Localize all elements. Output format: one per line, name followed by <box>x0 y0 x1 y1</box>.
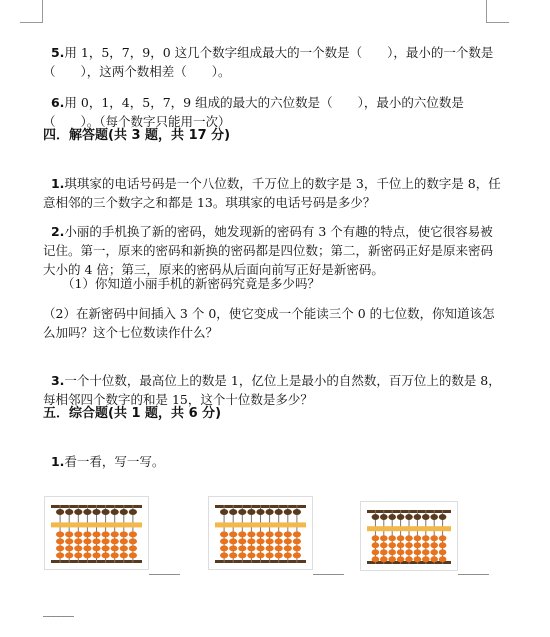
abacus-image-1 <box>44 496 149 570</box>
s5-question-1 <box>43 433 503 471</box>
question-number: 2. <box>50 224 65 239</box>
s4-question-2 <box>43 203 503 279</box>
abacus-drawing <box>45 497 148 569</box>
question-6 <box>43 74 503 131</box>
section-heading-5: 五．综合题(共 1 题，共 6 分) <box>43 406 222 421</box>
question-text: 用 1，5，7，9，0 这几个数字组成最大的一个数是（ ），最小的一个数是（ ），这两个数相差（ ）。 <box>43 45 494 79</box>
abacus-image-2 <box>208 496 313 570</box>
question-number: 6. <box>50 95 65 110</box>
crop-mark-left-v <box>42 0 43 22</box>
answer-blank-4: ______ <box>43 603 73 617</box>
question-number: 3. <box>50 373 65 388</box>
answer-blank-1: ______ <box>149 561 179 575</box>
s4-question-3 <box>43 352 503 409</box>
question-5 <box>43 24 503 81</box>
question-number: 1. <box>50 176 65 191</box>
abacus-drawing <box>209 497 312 569</box>
abacus-image-3 <box>360 501 458 571</box>
crop-mark-right-v <box>486 0 487 22</box>
answer-blank-3: ______ <box>458 561 488 575</box>
answer-blank-2: ______ <box>313 561 343 575</box>
question-text: 小丽的手机换了新的密码，她发现新的密码有 3 个有趣的特点，使它很容易被记住。第一，原来的密码和新换的密码都是四位数；第二，新密码正好是原来密码大小的 4 倍；第三，原来的密码从后面向前写正好是新密码。 <box>43 224 494 277</box>
s4-question-2-part-2: （2）在新密码中间插入 3 个 0，使它变成一个能读三个 0 的七位数，你知道该怎么加吗？这个七位数读作什么？ <box>43 306 495 340</box>
question-text: 看一看，写一写。 <box>64 454 165 469</box>
section-heading-4: 四．解答题(共 3 题，共 17 分) <box>43 128 231 143</box>
s4-question-2-part-1: （1）你知道小丽手机的新密码究竟是多少吗？ <box>62 276 320 291</box>
question-text: 一个十位数，最高位上的数是 1，亿位上是最小的自然数，百万位上的数是 8，每相邻四个数字的和是 15，这个十位数是多少？ <box>43 373 501 407</box>
question-number: 1. <box>50 454 65 469</box>
question-text: 用 0，1，4，5，7，9 组成的最大的六位数是（ ），最小的六位数是（ ）。（每个数字只能用一次） <box>43 95 464 129</box>
crop-mark-right-h <box>486 22 509 23</box>
question-text: 琪琪家的电话号码是一个八位数，千万位上的数字是 3，千位上的数字是 8，任意相邻的三个数字之和都是 13。琪琪家的电话号码是多少？ <box>43 176 501 210</box>
question-number: 5. <box>50 45 65 60</box>
crop-mark-left-h <box>20 22 43 23</box>
abacus-drawing <box>361 502 457 570</box>
